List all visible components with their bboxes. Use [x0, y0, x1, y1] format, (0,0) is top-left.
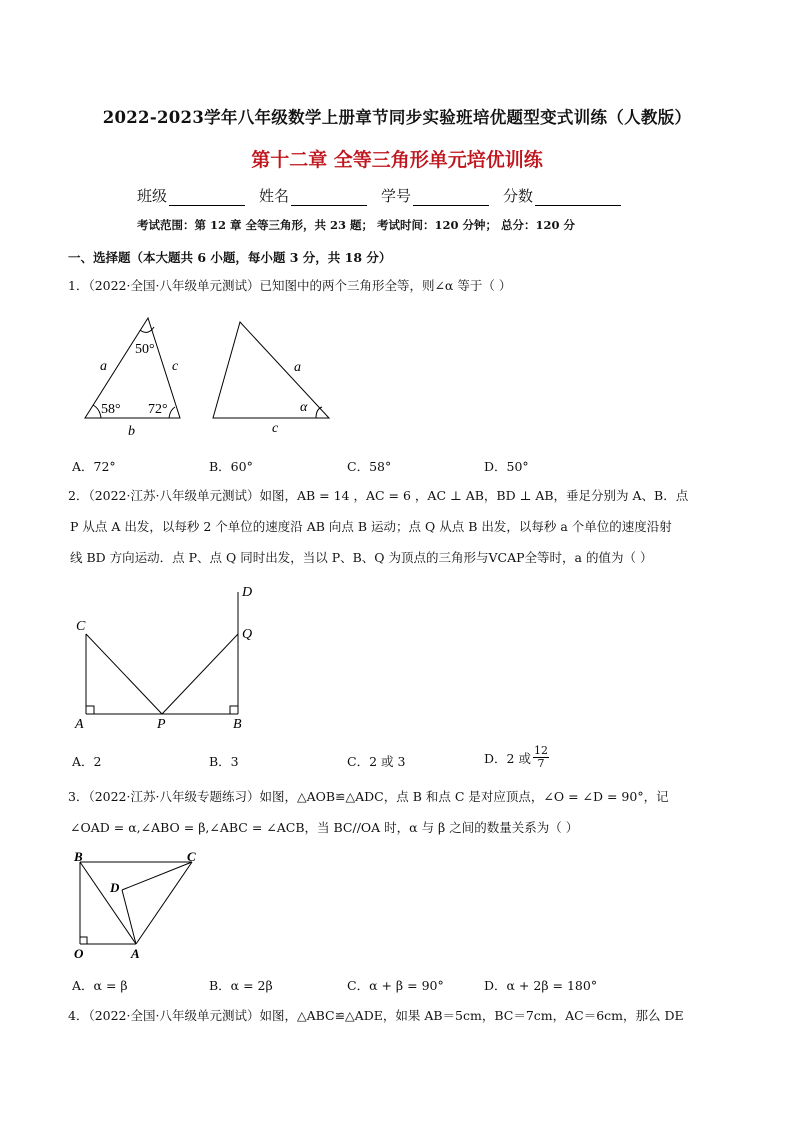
q3-label-b: B [74, 849, 83, 864]
q1-arc-alpha [316, 407, 322, 418]
q2-segment-pq [162, 634, 238, 714]
q3-line1: 3．（2022·江苏·八年级专题练习）如图，△AOB≌△ADC，点 B 和点 C 是对应顶点，∠O = ∠D = 90°，记 [68, 789, 669, 804]
q2-label-a: A [75, 717, 84, 732]
q1-label-alpha: α [300, 400, 308, 415]
field-label-number: 学号 [381, 187, 412, 205]
q3-label-o: O [74, 946, 84, 961]
q2-figure [70, 580, 270, 735]
q3-line2: ∠OAD = α,∠ABO = β,∠ABC = ∠ACB，当 BC//OA 时，α 与 β 之间的数量关系为（ ） [70, 820, 579, 835]
q3-segment-ab [80, 862, 136, 944]
q2-label-q: Q [242, 627, 253, 642]
q1-arc-left [93, 405, 101, 418]
q1-label-right-angle: 72° [148, 402, 168, 417]
q2-fraction-numerator: 12 [533, 744, 548, 757]
q2-line3: 线 BD 方向运动．点 P、点 Q 同时出发，当以 P、B、Q 为顶点的三角形与VCAP全等时，a 的值为（ ） [70, 550, 653, 565]
field-label-score: 分数 [503, 187, 534, 205]
q2-label-c: C [76, 619, 86, 634]
q1-option-b[interactable]: B．60° [209, 459, 253, 474]
q1-label-side-c2: c [272, 421, 279, 436]
document-title: 2022-2023学年八年级数学上册章节同步实验班培优题型变式训练（人教版） [102, 108, 692, 127]
q1-arc-right [169, 407, 175, 418]
q1-option-c[interactable]: C．58° [347, 459, 392, 474]
q1-label-side-c: c [172, 359, 179, 374]
q2-option-c[interactable]: C．2 或 3 [347, 754, 406, 769]
q2-option-d-fraction [533, 745, 549, 770]
q1-label-side-a2: a [294, 360, 301, 375]
q2-option-d[interactable] [484, 745, 549, 770]
q2-line2: P 从点 A 出发，以每秒 2 个单位的速度沿 AB 向点 B 运动；点 Q 从点 B 出发，以每秒 a 个单位的速度沿射 [70, 519, 672, 534]
q4-line1: 4．（2022·全国·八年级单元测试）如图，△ABC≌△ADE，如果 AB＝5cm，BC＝7cm，AC＝6cm，那么 DE [68, 1008, 684, 1023]
q1-option-a[interactable]: A．72° [72, 459, 116, 474]
q3-option-b[interactable]: B．α = 2β [209, 978, 273, 993]
q2-label-p: P [157, 717, 166, 732]
q2-option-b[interactable]: B．3 [209, 754, 239, 769]
q2-label-b: B [233, 717, 242, 732]
q3-segment-dc [122, 862, 192, 890]
name-blank[interactable] [291, 204, 367, 206]
score-blank[interactable] [535, 204, 621, 206]
student-info-row [137, 185, 621, 206]
q2-right-angle-b [230, 706, 238, 714]
number-blank[interactable] [413, 204, 489, 206]
q1-label-left-angle: 58° [101, 402, 121, 417]
section-heading: 一、选择题（本大题共 6 小题，每小题 3 分，共 18 分） [68, 250, 392, 265]
q1-label-side-b: b [128, 424, 135, 439]
q3-segment-ac [136, 862, 192, 944]
q3-option-d[interactable]: D．α + 2β = 180° [484, 978, 598, 993]
class-blank[interactable] [169, 204, 245, 206]
q1-label-side-a: a [100, 359, 107, 374]
q3-figure [70, 848, 210, 963]
q2-option-a[interactable]: A．2 [72, 754, 102, 769]
q1-stem: 1．（2022·全国·八年级单元测试）已知图中的两个三角形全等，则∠α 等于（ ） [68, 278, 512, 293]
q3-right-angle-o [80, 937, 87, 944]
q2-option-d-text: D．2 或 [484, 750, 531, 766]
field-label-class: 班级 [137, 187, 168, 205]
q1-option-d[interactable]: D．50° [484, 459, 529, 474]
q3-segment-da [122, 890, 136, 944]
q2-right-angle-a [86, 706, 94, 714]
q1-triangle-right [213, 322, 329, 418]
q3-option-c[interactable]: C．α + β = 90° [347, 978, 444, 993]
q3-option-a[interactable]: A．α = β [72, 978, 128, 993]
q2-fraction-denominator: 7 [537, 757, 545, 770]
chapter-subtitle: 第十二章 全等三角形单元培优训练 [251, 149, 543, 171]
q2-line1: 2．（2022·江苏·八年级单元测试）如图，AB = 14 ，AC = 6 ，AC ⊥ AB，BD ⊥ AB，垂足分别为 A、B．点 [68, 488, 689, 503]
q3-label-c: C [187, 849, 196, 864]
q3-label-d: D [110, 880, 120, 895]
q2-label-d: D [242, 585, 253, 600]
q2-segment-cp [86, 634, 162, 714]
exam-scope: 考试范围：第 12 章 全等三角形，共 23 题； 考试时间：120 分钟； 总分：120 分 [137, 218, 576, 232]
q1-figure [76, 312, 346, 442]
q3-label-a: A [131, 946, 140, 961]
q1-label-top-angle: 50° [135, 342, 155, 357]
field-label-name: 姓名 [259, 187, 290, 205]
